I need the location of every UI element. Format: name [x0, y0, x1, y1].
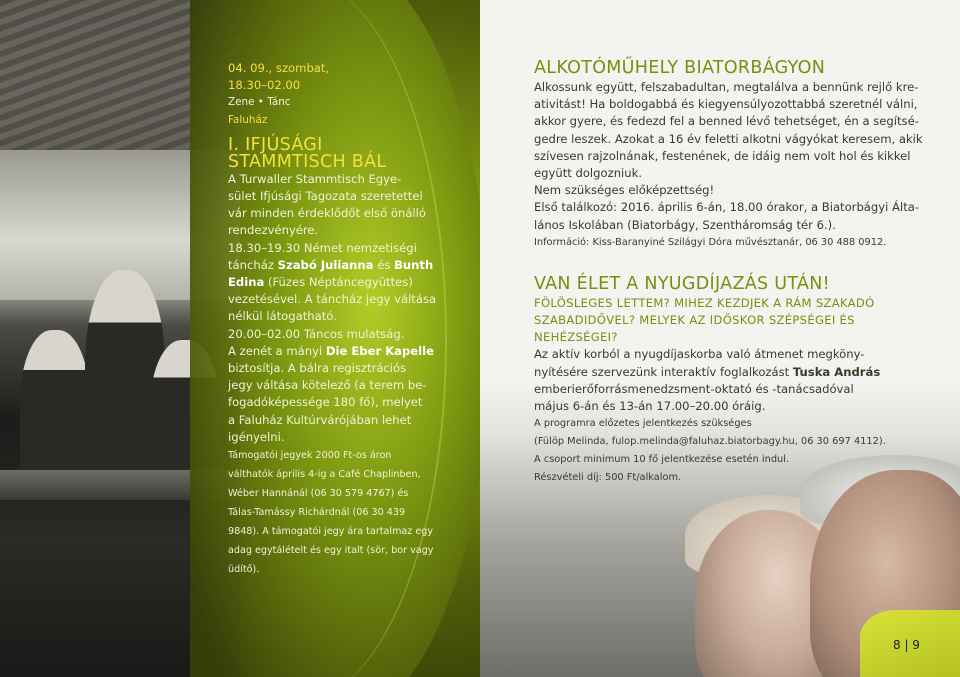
body-line — [228, 274, 468, 291]
band-name: Die Eber Kapelle — [325, 343, 434, 358]
body-line: jegy váltása kötelező (a terem be- — [228, 378, 427, 393]
sponsor-line: Támogatói jegyek 2000 Ft-os áron — [228, 450, 392, 462]
text: és — [373, 257, 395, 272]
body-line: Az aktív korból a nyugdíjaskorba való átmenet megköny- — [534, 347, 865, 362]
sponsor-line: üdítő). — [228, 564, 260, 576]
article-heading: VAN ÉLET A NYUGDÍJAZÁS UTÁN! — [534, 273, 830, 294]
performer-name: Szabó Julianna — [277, 257, 374, 272]
body-line: szívesen rajzolnának, festenének, de idáig nem volt hol és kikkel — [534, 148, 911, 163]
body-line: igényelni. — [228, 429, 285, 444]
info-line: A programra előzetes jelentkezés szükséges — [534, 418, 752, 430]
text: táncház — [228, 257, 278, 272]
body-line: emberierőforrásmenedzsment-oktató és -tanácsadóval — [534, 381, 854, 396]
sponsor-line: adag egytálételt és egy italt (sör, bor vagy — [228, 545, 434, 557]
info-line: Információ: Kiss-Baranyiné Szilágyi Dóra művésztanár, 06 30 488 0912. — [534, 236, 887, 248]
sponsor-line: 9848). A támogatói jegy ára tartalmaz egy — [228, 526, 434, 538]
body-line: 18.30–19.30 Német nemzetiségi — [228, 240, 417, 255]
info-line: A csoport minimum 10 fő jelentkezése esetén indul. — [534, 454, 790, 466]
body-line — [228, 257, 468, 274]
article-subheading: SZABADIDŐVEL? MELYEK AZ IDŐSKOR SZÉPSÉGEI ÉS — [534, 313, 855, 328]
body-line: május 6-án és 13-án 17.00–20.00 óráig. — [534, 399, 766, 414]
body-line: A Turwaller Stammtisch Egye- — [228, 171, 402, 186]
event-title-line2: STAMMTISCH BÁL — [228, 151, 387, 172]
body-line: rendezvényére. — [228, 223, 319, 238]
article-subheading: NEHÉZSÉGEI? — [534, 330, 618, 345]
body-line: fogadóképessége 180 fő), melyet — [228, 395, 423, 410]
article-subheading: FÖLÖSLEGES LETTEM? MIHEZ KEZDJEK A RÁM SZAKADÓ — [534, 295, 875, 310]
event-title — [228, 134, 468, 172]
body-line: vár minden érdeklődőt első önálló — [228, 206, 426, 221]
body-line: nélkül látogatható. — [228, 309, 337, 324]
body-line: biztosítja. A bálra regisztrációs — [228, 361, 407, 376]
event-column — [228, 60, 468, 579]
article-heading: ALKOTÓMŰHELY BIATORBÁGYON — [534, 58, 826, 78]
text: A zenét a mányi — [228, 343, 326, 358]
photo-figure — [20, 330, 90, 490]
articles-column — [534, 58, 944, 487]
body-line: sület Ifjúsági Tagozata szeretettel — [228, 189, 423, 204]
info-line: (Fülöp Melinda, fulop.melinda@faluhaz.biatorbagy.hu, 06 30 697 4112). — [534, 436, 886, 448]
presenter-name: Tuska András — [792, 364, 881, 379]
body-line: ativitást! Ha boldogabbá és kiegyensúlyozottabbá szeretnél válni, — [534, 97, 918, 112]
body-line: 20.00–02.00 Táncos mulatság. — [228, 326, 405, 341]
body-line: együtt dolgozniuk. — [534, 166, 643, 181]
event-venue: Faluház — [228, 113, 268, 126]
body-line: a Faluház Kultúrvárójában lehet — [228, 412, 412, 427]
text: nyítésére szervezünk interaktív foglalkozást — [534, 364, 793, 379]
performer-name: Edina — [228, 275, 265, 290]
body-line: Nem szükséges előképzettség! — [534, 183, 715, 198]
body-line: vezetésével. A táncház jegy váltása — [228, 292, 437, 307]
spacer — [534, 252, 944, 274]
body-line: gedre leszek. Azokat a 16 év feletti alkotni vágyókat keresem, akik — [534, 131, 923, 146]
event-category: Zene • Tánc — [228, 96, 291, 109]
body-line: Első találkozó: 2016. április 6-án, 18.00 órakor, a Biatorbágyi Álta- — [534, 200, 920, 215]
info-line: Részvételi díj: 500 Ft/alkalom. — [534, 472, 682, 484]
sponsor-line: Wéber Hannánál (06 30 579 4767) és — [228, 488, 409, 500]
event-date: 04. 09., szombat, — [228, 61, 330, 75]
body-line: akkor gyere, és fedezd fel a benned lévő tehetséget, én a segítsé- — [534, 114, 919, 129]
performer-name: Bunth — [394, 257, 434, 272]
event-time: 18.30–02.00 — [228, 78, 301, 93]
body-line — [228, 343, 468, 360]
body-line: lános Iskolában (Biatorbágy, Szentháromság tér 6.). — [534, 217, 836, 232]
sponsor-line: válthatók április 4-ig a Café Chaplinben, — [228, 469, 421, 481]
body-line — [534, 364, 944, 381]
event-title-line1: I. IFJÚSÁGI — [228, 134, 323, 155]
page-numbers: 8 | 9 — [893, 638, 920, 652]
text: (Füzes Néptáncegyüttes) — [264, 275, 413, 290]
right-page — [480, 0, 960, 677]
body-line: Alkossunk együtt, felszabadultan, megtalálva a bennünk rejlő kre- — [534, 80, 919, 94]
sponsor-line: Tálas-Tamássy Richárdnál (06 30 439 — [228, 507, 406, 519]
